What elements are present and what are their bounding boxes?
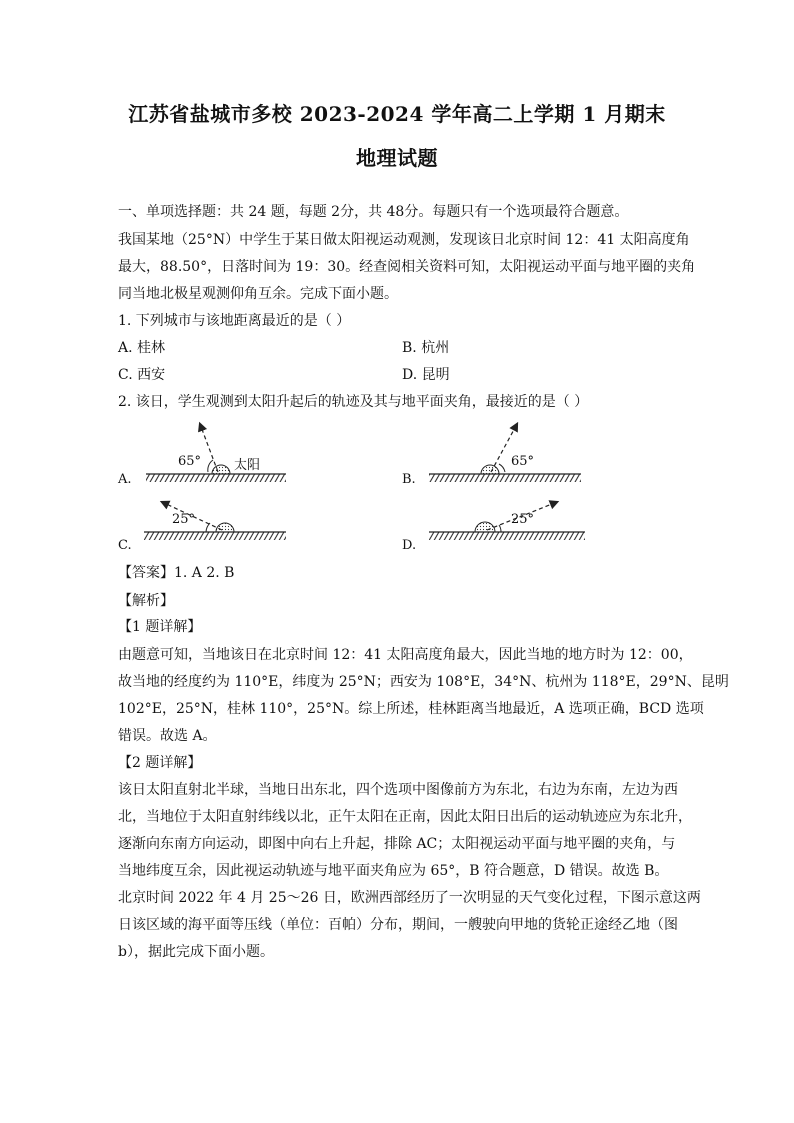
page-title-line1: 江苏省盐城市多校 2023-2024 学年高二上学期 1 月期末: [128, 102, 666, 126]
intro-line: 我国某地（25°N）中学生于某日做太阳视运动观测，发现该日北京时间 12：41 太阳高度角: [118, 232, 690, 248]
detail2-line: 当地纬度互余，因此视运动轨迹与地平面夹角应为 65°，B 符合题意，D 错误。故选 B。: [118, 863, 669, 879]
sun-icon: [216, 523, 234, 532]
sun-icon: [212, 465, 230, 474]
q1-option-c: C. 西安: [118, 367, 166, 383]
q1-option-b: B. 杭州: [402, 340, 450, 356]
figure-d: [425, 492, 590, 552]
detail1-heading: 【1 题详解】: [118, 619, 202, 635]
analysis-heading: 【解析】: [118, 593, 174, 609]
next-intro-line: 北京时间 2022 年 4 月 25～26 日，欧洲西部经历了一次明显的天气变化过程，下图示意这两: [118, 890, 701, 906]
detail2-line: 该日太阳直射北半球，当地日出东北，四个选项中图像前方为东北，右边为东南，左边为西: [118, 782, 678, 798]
figure-b-angle: 65°: [511, 454, 535, 469]
detail1-line: 故当地的经度约为 110°E，纬度为 25°N；西安为 108°E，34°N、杭州为 118°E，29°N、昆明: [118, 674, 729, 690]
next-intro-line: b），据此完成下面小题。: [118, 944, 274, 960]
figure-b-label: B.: [402, 472, 416, 487]
detail2-line: 北，当地位于太阳直射纬线以北，正午太阳在正南，因此太阳日出后的运动轨迹应为东北升，: [118, 809, 692, 825]
figure-a: [140, 418, 290, 490]
figure-a-angle: 65°: [178, 454, 202, 469]
intro-line: 同当地北极星观测仰角互余。完成下面小题。: [118, 286, 398, 302]
intro-line: 最大，88.50°，日落时间为 19：30。经查阅相关资料可知，太阳视运动平面与地平圈的夹角: [118, 259, 696, 275]
next-intro-line: 日该区域的海平面等压线（单位：百帕）分布，期间，一艘驶向甲地的货轮正途经乙地（图: [118, 917, 678, 933]
q1-stem: 1. 下列城市与该地距离最近的是（ ）: [118, 313, 351, 329]
detail1-line: 由题意可知，当地该日在北京时间 12：41 太阳高度角最大，因此当地的地方时为 12：00，: [118, 647, 693, 663]
figure-a-sun-label: 太阳: [234, 458, 261, 473]
q1-option-d: D. 昆明: [402, 367, 450, 383]
answer: 【答案】1. A 2. B: [118, 565, 235, 581]
sun-icon: [475, 522, 495, 532]
figure-b: [425, 418, 585, 490]
sun-icon: [481, 465, 499, 474]
figure-d-label: D.: [402, 538, 417, 553]
section-heading: 一、单项选择题：共 24 题，每题 2分，共 48分。每题只有一个选项最符合题意。: [118, 204, 629, 220]
page-title-line2: 地理试题: [356, 146, 438, 170]
detail1-line: 错误。故选 A。: [118, 728, 217, 744]
q1-option-a: A. 桂林: [118, 340, 166, 356]
detail2-line: 逐渐向东南方向运动，即图中向右上升起，排除 AC；太阳视运动平面与地平圈的夹角，与: [118, 836, 676, 852]
figure-c-label: C.: [118, 538, 132, 553]
figure-c: [140, 492, 290, 552]
figure-c-angle: 25°: [172, 512, 196, 527]
figure-d-angle: 25°: [511, 512, 535, 527]
figure-a-label: A.: [118, 472, 132, 487]
detail2-heading: 【2 题详解】: [118, 755, 202, 771]
detail1-line: 102°E，25°N，桂林 110°，25°N。综上所述，桂林距离当地最近，A 选项正确，BCD 选项: [118, 701, 704, 717]
q2-stem: 2. 该日，学生观测到太阳升起后的轨迹及其与地平面夹角，最接近的是（ ）: [118, 394, 589, 410]
